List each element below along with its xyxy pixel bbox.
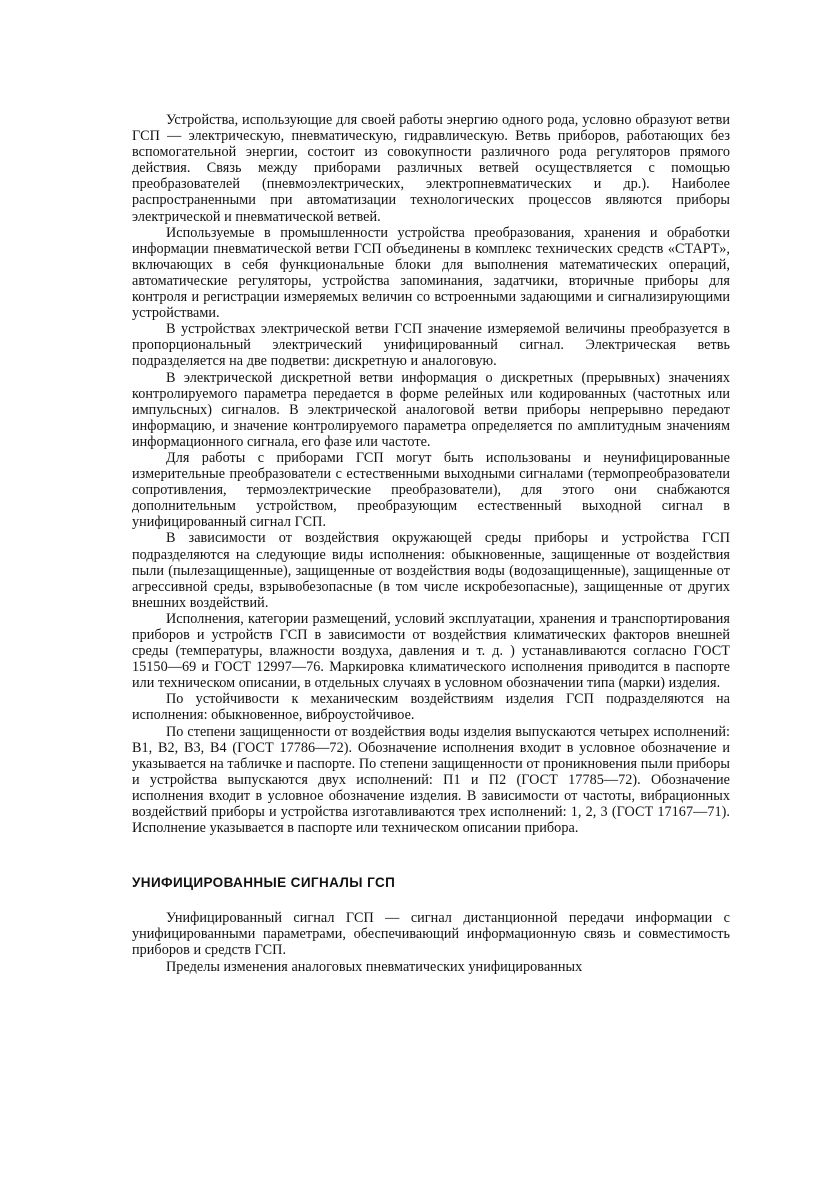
paragraph-pneumatic-limits: Пределы изменения аналоговых пневматических унифицированных bbox=[166, 958, 583, 975]
paragraph-environment-protection: В зависимости от воздействия окружающей среды приборы и устройства ГСП подразделяются на следующие виды исполнения: обыкновенные, защищенные от воздействия пыли (пылезащищенные), защищенные от воздействия воды (водозащищенные), защищенные от агрессивной среды, взрывобезопасные (в том числе искробезопасные), защищенные от других внешних воздействий. bbox=[132, 530, 730, 611]
paragraph-electric-branch: В устройствах электрической ветви ГСП значение измеряемой величины преобразуется в пропорциональный электрический унифицированный сигнал. Электрическая ветвь подразделяется на две подветви: дискретную и аналоговую. bbox=[132, 321, 730, 370]
paragraph-water-dust-vibration: По степени защищенности от воздействия воды изделия выпускаются четырех исполнений: В1, В2, В3, В4 (ГОСТ 17786—72). Обозначение исполнения входит в условное обозначение и указывается на табличке и паспорте. По степени защищенности от проникновения пыли приборы и устройства выпускаются двух исполнений: П1 и П2 (ГОСТ 17785—72). Обозначение исполнения входит в условное обозначение изделия. В зависимости от частоты, вибрационных воздействий приборы и устройства изготавливаются трех исполнений: 1, 2, 3 (ГОСТ 17167—71). Исполнение указывается в паспорте или техническом описании прибора. bbox=[132, 723, 730, 837]
paragraph-start-complex: Используемые в промышленности устройства преобразования, хранения и обработки информации пневматической ветви ГСП объединены в комплекс технических средств «СТАРТ», включающих в себя функциональные блоки для выполнения математических операций, автоматические регуляторы, устройства запоминания, задатчики, вторичные приборы для контроля и регистрации измеряемых величин со встроенными задающими и сигнализирующими устройствами. bbox=[132, 224, 730, 322]
paragraph-branches: Устройства, использующие для своей работы энергию одного рода, условно образуют ветви ГСП — электрическую, пневматическую, гидравлическую. Ветвь приборов, работающих без вспомогательной энергии, состоит из совокупности различного рода регуляторов прямого действия. Связь между приборами различных ветвей осуществляется с помощью преобразователей (пневмоэлектрических, электропневматических и др.). Наиболее распространенными при автоматизации технологических процессов являются приборы электрической и пневматической ветвей. bbox=[132, 112, 730, 225]
document-page bbox=[132, 112, 730, 975]
paragraph-non-unified-converters: Для работы с приборами ГСП могут быть использованы и неунифицированные измерительные преобразователи с естественными выходными сигналами (термопреобразователи сопротивления, термоэлектрические преобразователи), для этого они снабжаются дополнительным устройством, преобразующим естественный выходной сигнал в унифицированный сигнал ГСП. bbox=[132, 449, 730, 531]
paragraph-unified-signal: Унифицированный сигнал ГСП — сигнал дистанционной передачи информации с унифицированными параметрами, обеспечивающий информационную связь и совместимость приборов и средств ГСП. bbox=[132, 910, 730, 959]
paragraph-discrete-analog: В электрической дискретной ветви информация о дискретных (прерывных) значениях контролируемого параметра передается в форме релейных или кодированных (частотных или импульсных) сигналов. В электрической аналоговой ветви приборы непрерывно передают информацию, и значение контролируемого параметра определяется по амплитудным значениям информационного сигнала, его фазе или частоте. bbox=[132, 369, 730, 450]
paragraph-climatic-execution: Исполнения, категории размещений, условий эксплуатации, хранения и транспортирования приборов и устройств ГСП в зависимости от воздействия климатических факторов внешней среды (температуры, влажности воздуха, давления и т. д. ) устанавливаются согласно ГОСТ 15150—69 и ГОСТ 12997—76. Маркировка климатического исполнения приводится в паспорте или техническом описании, в отдельных случаях в условном обозначении типа (марки) изделия. bbox=[132, 610, 730, 692]
section-heading: УНИФИЦИРОВАННЫЕ СИГНАЛЫ ГСП bbox=[132, 875, 396, 891]
paragraph-mechanical-resistance: По устойчивости к механическим воздействиям изделия ГСП подразделяются на исполнения: обыкновенное, виброустойчивое. bbox=[132, 691, 730, 724]
